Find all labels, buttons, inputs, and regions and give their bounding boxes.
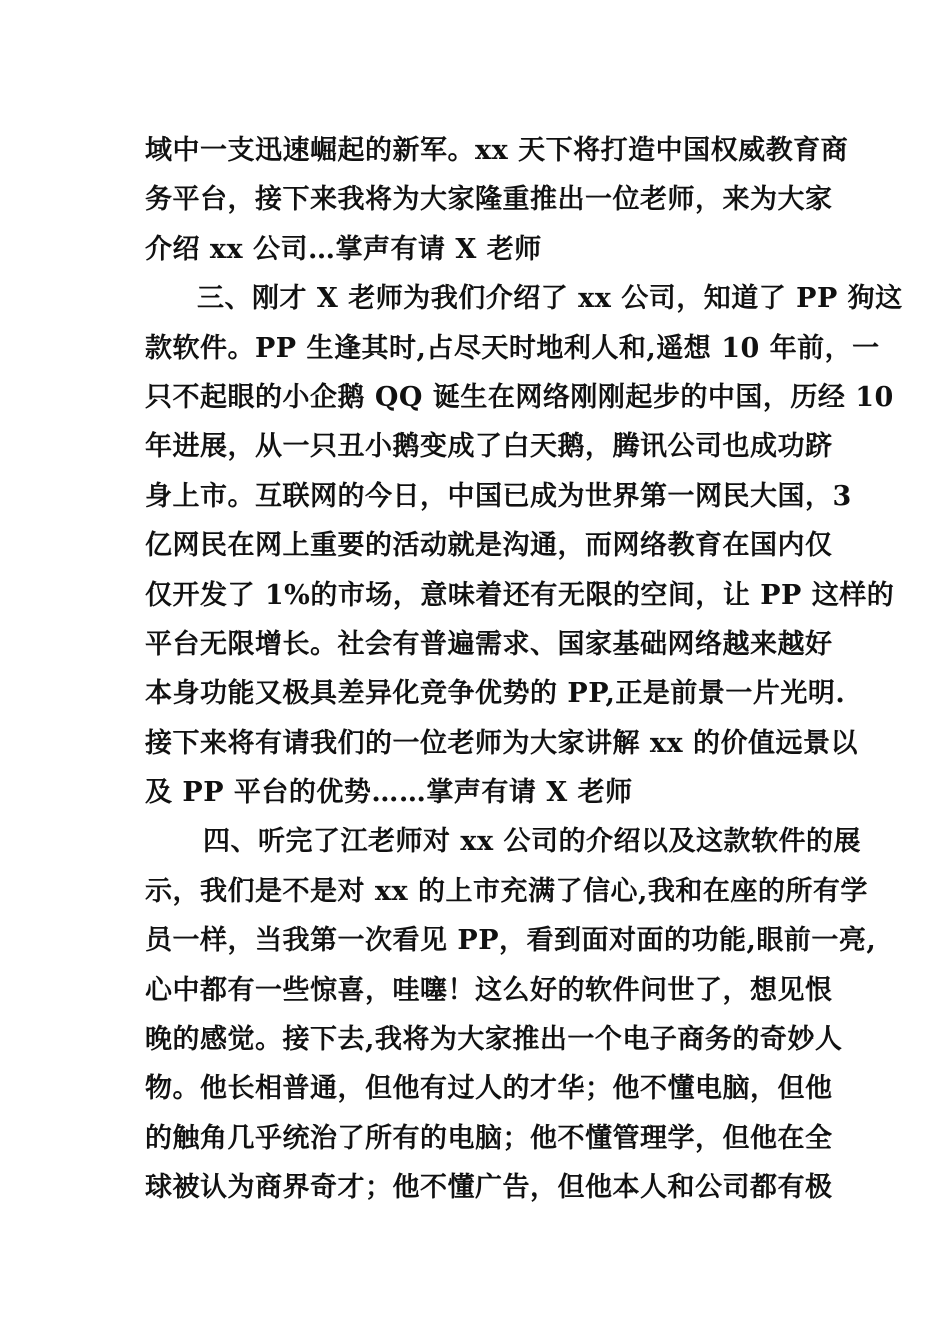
- text-line: 晚的感觉。接下去,我将为大家推出一个电子商务的奇妙人: [145, 1024, 843, 1056]
- text-line: 年进展，从一只丑小鹅变成了白天鹅，腾讯公司也成功跻: [145, 431, 833, 463]
- paragraph-first-line: 三、刚才 X 老师为我们介绍了 xx 公司，知道了 PP 狗这: [197, 283, 903, 315]
- text-line: 示，我们是不是对 xx 的上市充满了信心,我和在座的所有学: [145, 875, 868, 907]
- text-line: 域中一支迅速崛起的新军。xx 天下将打造中国权威教育商: [145, 135, 849, 166]
- text-line: 介绍 xx 公司…掌声有请 X 老师: [145, 233, 542, 265]
- document-body: [145, 126, 903, 1213]
- text-line: 只不起眼的小企鹅 QQ 诞生在网络刚刚起步的中国，历经 10: [145, 381, 894, 413]
- text-line: 心中都有一些惊喜，哇噻！这么好的软件问世了，想见恨: [145, 974, 833, 1006]
- text-line: 务平台，接下来我将为大家隆重推出一位老师，来为大家: [145, 184, 833, 216]
- text-line: 本身功能又极具差异化竞争优势的 PP,正是前景一片光明.: [145, 678, 846, 710]
- text-line: 身上市。互联网的今日，中国已成为世界第一网民大国，3: [145, 480, 852, 512]
- text-line: 员一样，当我第一次看见 PP，看到面对面的功能,眼前一亮,: [145, 925, 877, 957]
- text-line: 的触角几乎统治了所有的电脑；他不懂管理学，但他在全: [145, 1122, 833, 1154]
- text-line: 物。他长相普通，但他有过人的才华；他不懂电脑，但他: [145, 1073, 833, 1105]
- text-line: 接下来将有请我们的一位老师为大家讲解 xx 的价值远景以: [145, 727, 858, 759]
- text-line: 球被认为商界奇才；他不懂广告，但他本人和公司都有极: [145, 1172, 833, 1204]
- text-line: 亿网民在网上重要的活动就是沟通，而网络教育在国内仅: [145, 530, 833, 562]
- paragraph-first-line: 四、听完了江老师对 xx 公司的介绍以及这款软件的展: [203, 826, 861, 858]
- text-line: 仅开发了 1%的市场，意味着还有无限的空间，让 PP 这样的: [145, 579, 895, 611]
- text-line: 平台无限增长。社会有普遍需求、国家基础网络越来越好: [145, 628, 833, 660]
- text-line: 及 PP 平台的优势……掌声有请 X 老师: [145, 777, 633, 809]
- text-line: 款软件。PP 生逢其时,占尽天时地利人和,遥想 10 年前，一: [145, 332, 880, 364]
